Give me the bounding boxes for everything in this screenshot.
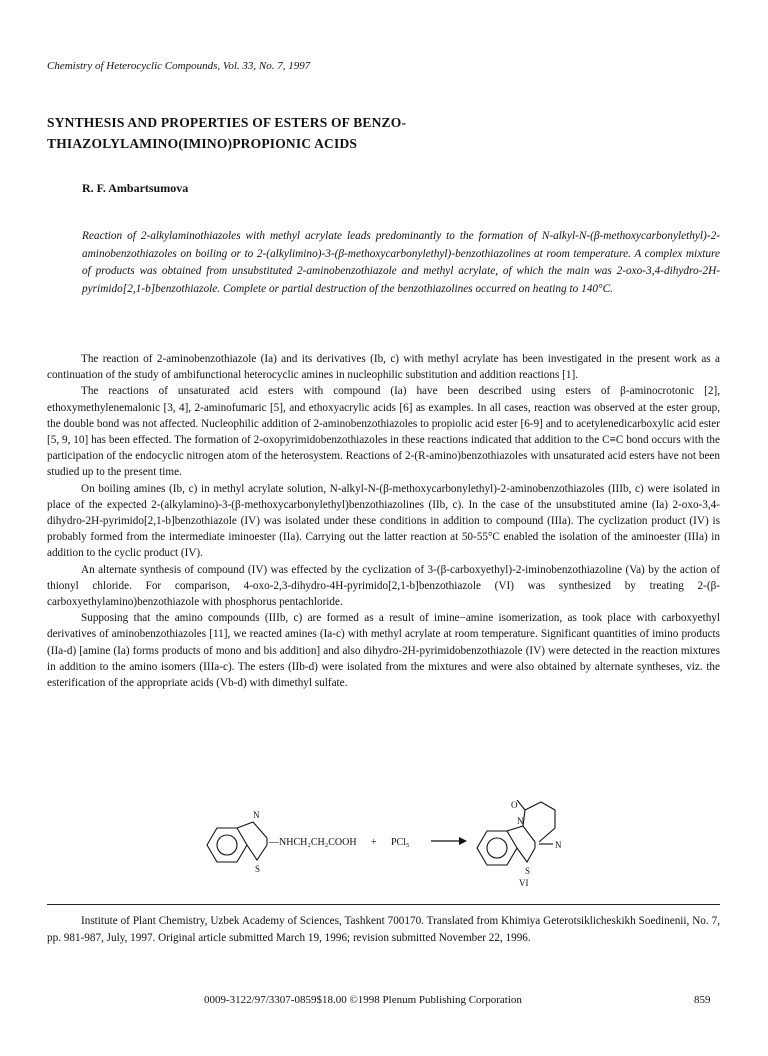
title-line-1: SYNTHESIS AND PROPERTIES OF ESTERS OF BENZO-: [47, 115, 407, 130]
product-aromatic-circle: [487, 838, 507, 858]
abstract: Reaction of 2-alkylaminothiazoles with methyl acrylate leads predominantly to the formation of N-alkyl-N-(β-methoxycarbonylethyl)-2-aminobenzothiazoles on boiling or to 2-(alkylimino)-3-(β-methoxycarbonylethyl)-benzothiazolines at room temperature. A complex mixture of products was obtained from unsubstituted 2-aminobenzothiazole and methyl acrylate, of which the main was 2-oxo-3,4-dihydro-2H-pyrimido[2,1-b]benzothiazole. Complete or partial destruction of the benzothiazolines occurred on heating to 140°C.: [82, 230, 720, 295]
product-thiazole-n: [507, 826, 535, 842]
reaction-arrow: [431, 837, 467, 845]
product-atom-n1: N: [517, 816, 524, 826]
article-title: [47, 112, 707, 154]
issn-line: 0009-3122/97/3307-0859$18.00 ©1998 Plenum Publishing Corporation: [204, 994, 522, 1006]
reactant-structure: [207, 822, 267, 862]
paragraph-4: An alternate synthesis of compound (IV) was effected by the cyclization of 3-(β-carboxyethyl)-2-iminobenzothiazoline (Va) by the action of thionyl chloride. For comparison, 4-oxo-2,3-dihydro-4H-pyrimido[2,1-b]benzothiazole (VI) was synthesized by treating 2-(β-carboxyethylamino)benzothiazole with phosphorus pentachloride.: [47, 563, 720, 609]
pyrimidine-ring: [523, 802, 555, 842]
atom-o: O: [511, 800, 518, 810]
paragraph-1: The reaction of 2-aminobenzothiazole (Ia) and its derivatives (Ib, c) with methyl acrylate has been investigated in the present work as a continuation of the study of ambifunctional heterocyclic amines in nucleophilic substitution and addition reactions [1].: [47, 353, 720, 382]
product-thiazole-s: [517, 848, 535, 862]
substituent-label: —NHCH₂CH₂COOH: [269, 837, 357, 848]
product-atom-n2: N: [555, 840, 562, 850]
aromatic-circle: [217, 835, 237, 855]
paragraph-2: The reactions of unsaturated acid esters with compound (Ia) have been described using esters of β-aminocrotonic [2], ethoxymethylenemalonic [3, 4], 2-aminofumaric [5], and ethoxyacrylic acids [6] as examples. In all cases, reaction was observed at the ester group, the double bond was not affected. Nucleophilic addition of 2-aminobenzothiazoles to propiolic acid ester [6-9] and to acetylenedicarboxylic acid ester [5, 9, 10] has been effected. The formation of 2-oxopyrimidobenzothiazoles in these reactions indicated that addition to the C≡C bond occurs with the participation of the endocyclic nitrogen atom of the heterosystem. Reactions of 2-(R-amino)benzothiazoles with unsaturated acid esters have not been studied up to the present time.: [47, 385, 720, 479]
product-label: VI: [519, 878, 529, 888]
title-line-2: THIAZOLYLAMINO(IMINO)PROPIONIC ACIDS: [47, 136, 358, 151]
thiazole-bond-s: [247, 845, 267, 860]
footnote-rule: [47, 904, 720, 905]
product-atom-s: S: [525, 866, 531, 876]
plus-sign: +: [371, 837, 377, 848]
atom-n: N: [253, 810, 260, 820]
journal-citation: Chemistry of Heterocyclic Compounds, Vol. 33, No. 7, 1997: [47, 60, 311, 72]
reaction-scheme: [195, 800, 575, 890]
carbonyl-bond: [517, 800, 525, 810]
footnote: Institute of Plant Chemistry, Uzbek Academy of Sciences, Tashkent 700170. Translated from Khimiya Geterotsiklicheskikh Soedinenii, No. 7, pp. 981-987, July, 1997. Original article submitted March 19, 1996; revision submitted November 22, 1996.: [47, 915, 720, 944]
paragraph-3: On boiling amines (Ib, c) in methyl acrylate solution, N-alkyl-N-(β-methoxycarbonylethyl)-2-aminobenzothiazoles (IIIb, c) were isolated in place of the expected 2-(alkylamino)-3-(β-methoxycarbonylethyl)benzothiazolines (IIb, c). In the case of the unsubstituted amine (Ia) 2-oxo-3,4-dihydro-2H-pyrimido[2,1-b]benzothiazole (IV) was isolated under these conditions in addition to compound (IIIa). The cyclization product (IV) is probably formed from the intermediate iminoester (IIa). Carrying out the latter reaction at 50-55°C enabled the isolation of the aminoester (IIIa) in addition to the cyclic product (IV).: [47, 482, 720, 560]
body-text: [47, 351, 720, 691]
paragraph-5: Supposing that the amino compounds (IIIb, c) are formed as a result of imine−amine isomerization, as took place with carboxyethyl derivatives of aminobenzothiazoles [11], we reacted amines (Ia-c) with methyl acrylate at room temperature. Significant quantities of imino products (IIa-d) [amine (Ia) forms products of mono and bis addition] and also dihydro-2H-pyrimidobenzothiazole (IV) were detected in the reaction mixtures in addition to the amino isomers (IIIa-c). The esters (IIb-d) were isolated from the mixtures and were also obtained by alternate syntheses, viz. the esterification of the appropriate acids (Vb-d) with dimethyl sulfate.: [47, 612, 720, 690]
benzene-ring: [207, 828, 247, 862]
page-number: 859: [694, 994, 711, 1006]
author-name: R. F. Ambartsumova: [82, 181, 189, 195]
atom-s: S: [255, 864, 261, 874]
product-benzene-ring: [477, 831, 517, 865]
reagent-label: PCl₅: [391, 837, 410, 848]
